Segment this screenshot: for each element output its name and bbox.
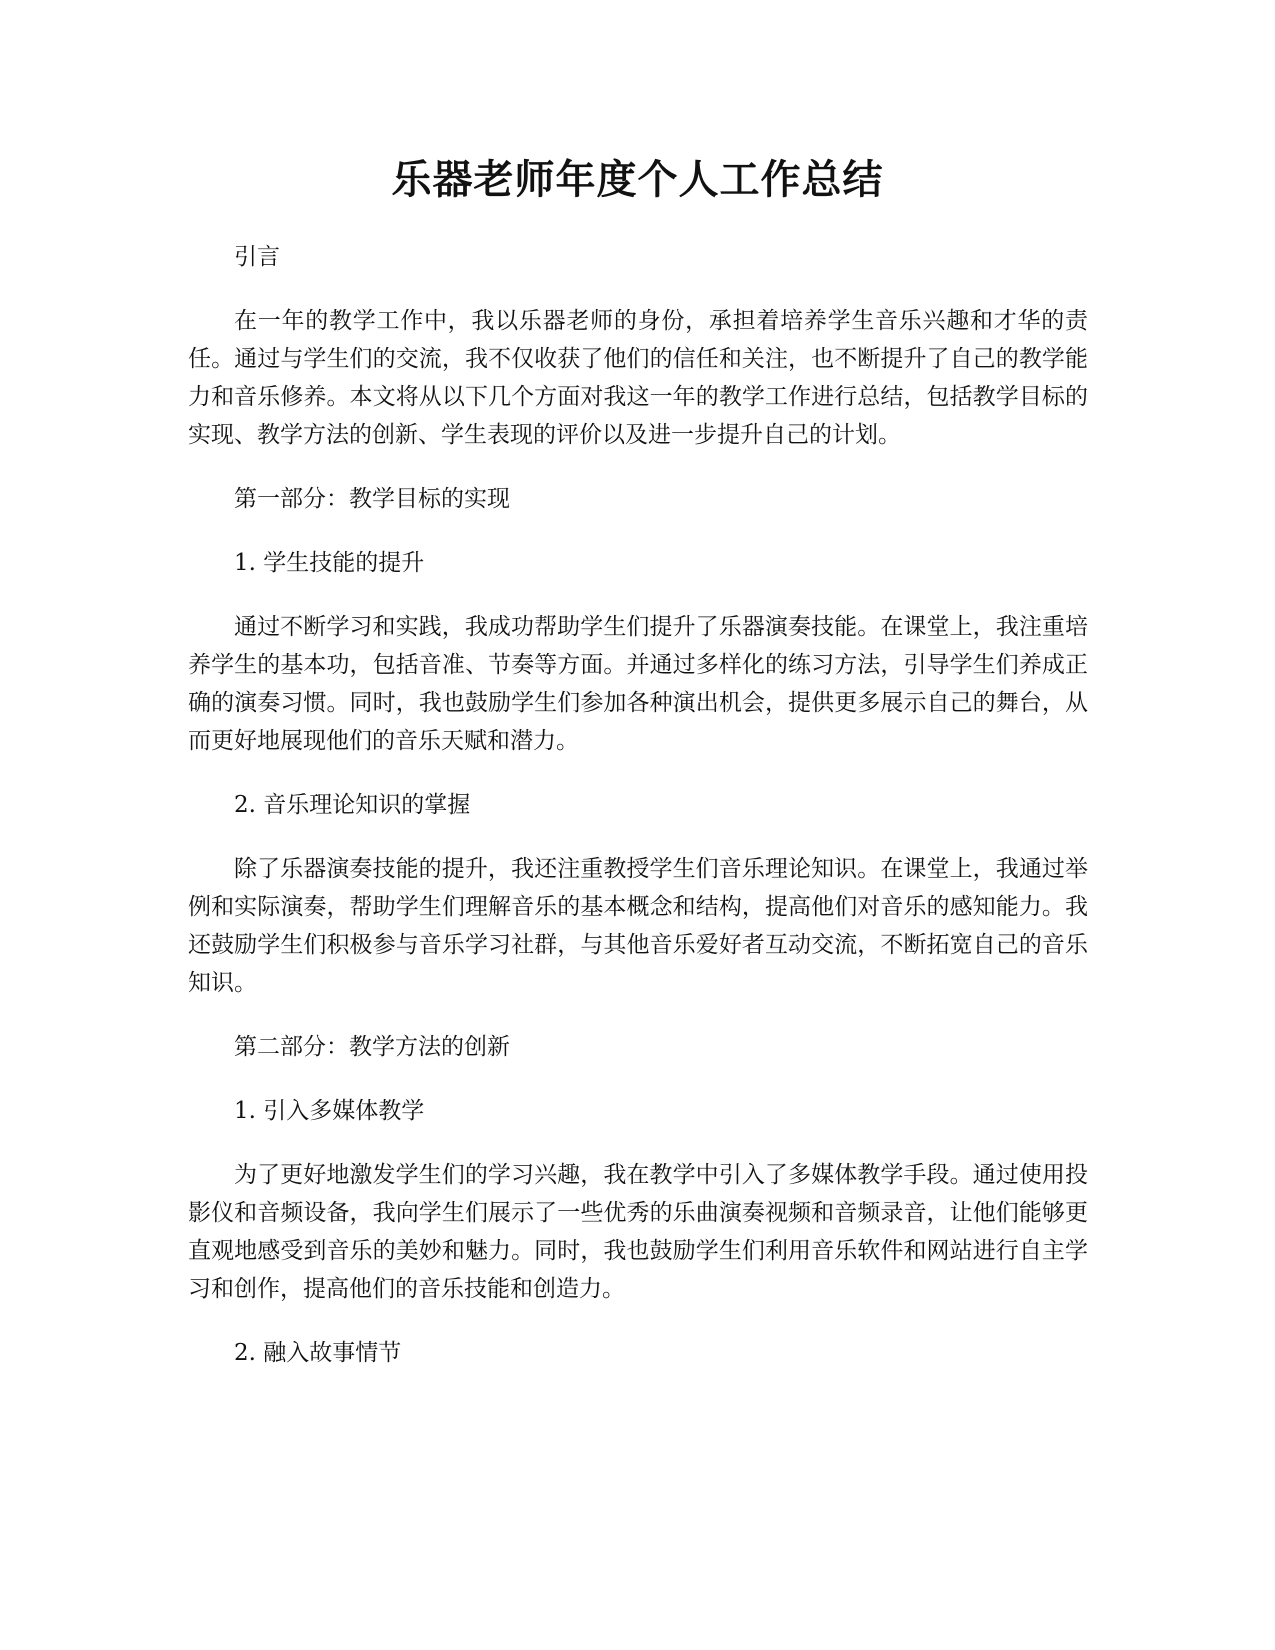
document-body [188, 238, 1088, 1398]
section-heading-part-two: 第二部分：教学方法的创新 [234, 1034, 510, 1060]
subheading-story: 2. 融入故事情节 [234, 1340, 402, 1366]
paragraph-multimedia: 为了更好地激发学生们的学习兴趣，我在教学中引入了多媒体教学手段。通过使用投影仪和音频设备，我向学生们展示了一些优秀的乐曲演奏视频和音频录音，让他们能够更直观地感受到音乐的美妙和魅力。同时，我也鼓励学生们利用音乐软件和网站进行自主学习和创作，提高他们的音乐技能和创造力。 [188, 1162, 1088, 1302]
section-heading-part-one: 第一部分：教学目标的实现 [234, 486, 510, 512]
document-title: 乐器老师年度个人工作总结 [391, 157, 884, 203]
subheading-theory: 2. 音乐理论知识的掌握 [234, 792, 471, 818]
subheading-multimedia: 1. 引入多媒体教学 [234, 1098, 425, 1124]
paragraph-theory: 除了乐器演奏技能的提升，我还注重教授学生们音乐理论知识。在课堂上，我通过举例和实际演奏，帮助学生们理解音乐的基本概念和结构，提高他们对音乐的感知能力。我还鼓励学生们积极参与音乐学习社群，与其他音乐爱好者互动交流，不断拓宽自己的音乐知识。 [188, 856, 1088, 996]
section-heading-intro: 引言 [234, 244, 280, 270]
paragraph-intro: 在一年的教学工作中，我以乐器老师的身份，承担着培养学生音乐兴趣和才华的责任。通过与学生们的交流，我不仅收获了他们的信任和关注，也不断提升了自己的教学能力和音乐修养。本文将从以下几个方面对我这一年的教学工作进行总结，包括教学目标的实现、教学方法的创新、学生表现的评价以及进一步提升自己的计划。 [188, 308, 1088, 448]
paragraph-skills: 通过不断学习和实践，我成功帮助学生们提升了乐器演奏技能。在课堂上，我注重培养学生的基本功，包括音准、节奏等方面。并通过多样化的练习方法，引导学生们养成正确的演奏习惯。同时，我也鼓励学生们参加各种演出机会，提供更多展示自己的舞台，从而更好地展现他们的音乐天赋和潜力。 [188, 614, 1088, 754]
subheading-skills: 1. 学生技能的提升 [234, 550, 425, 576]
